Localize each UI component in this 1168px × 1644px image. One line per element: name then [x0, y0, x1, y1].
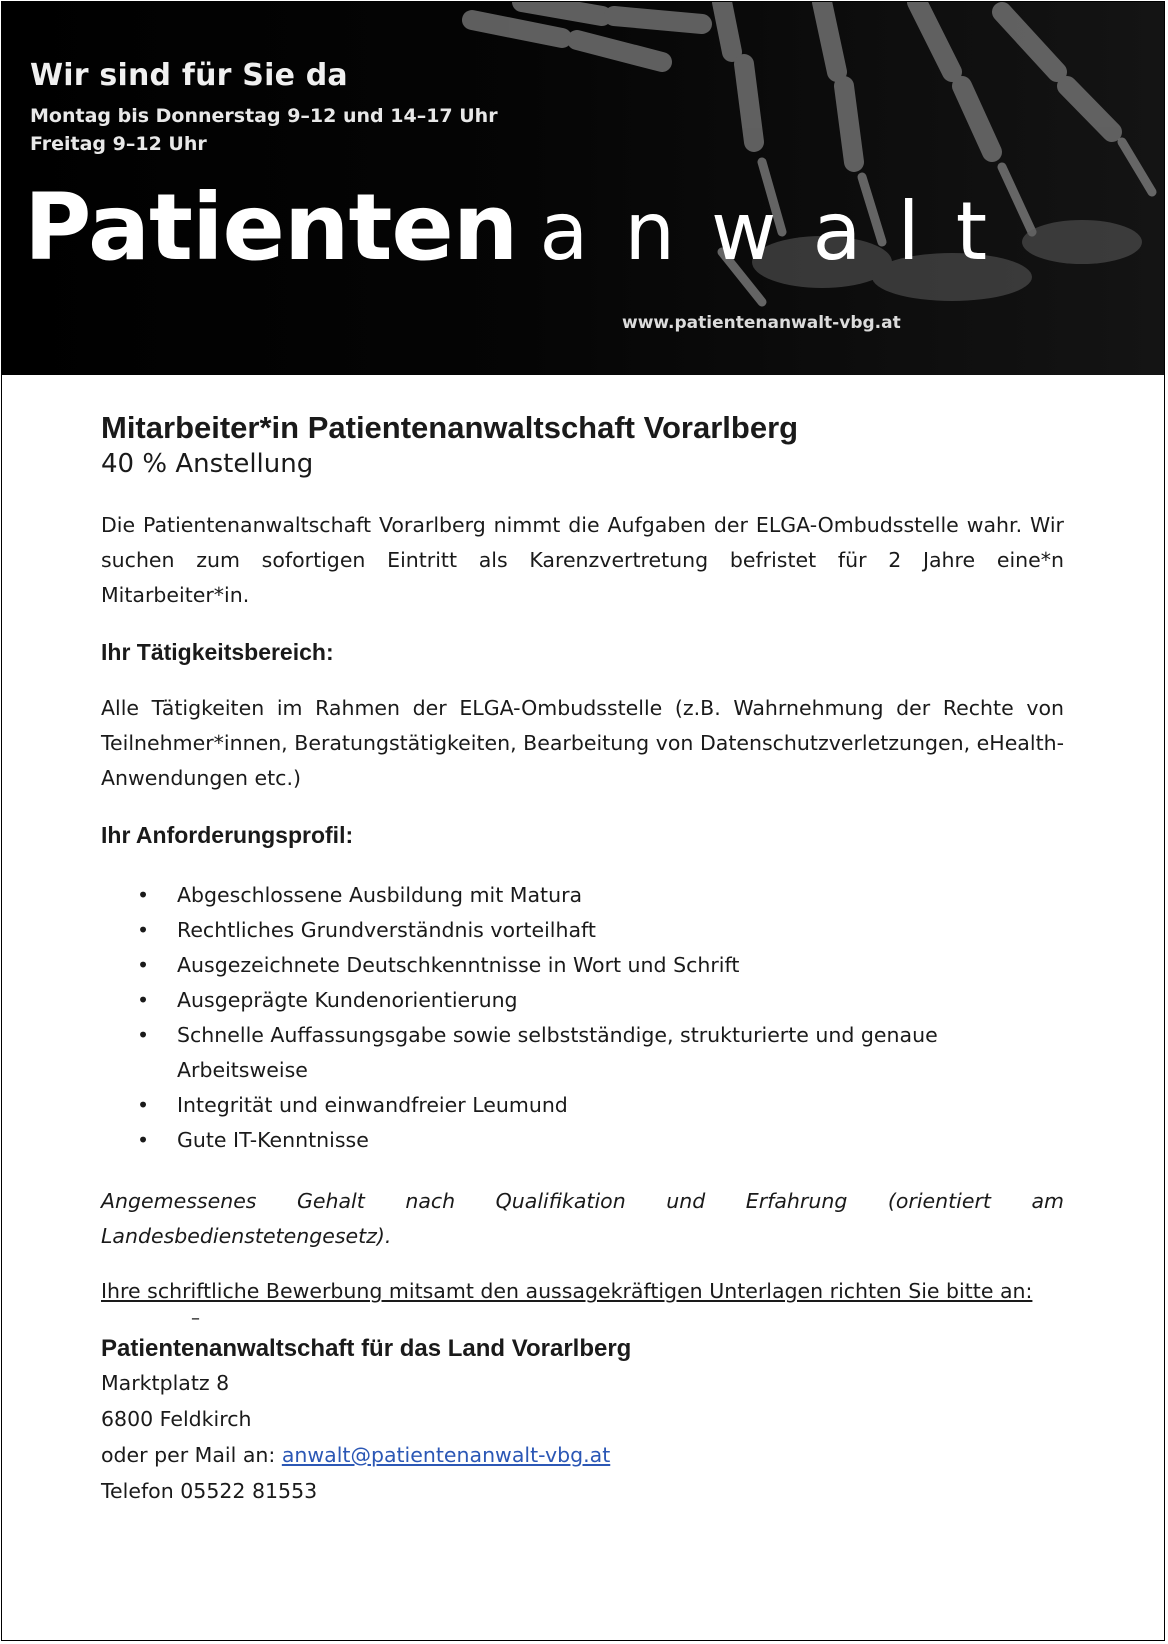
bullet-icon: •: [137, 883, 150, 907]
bullet-icon: •: [137, 1128, 150, 1152]
list-item: [101, 1018, 1064, 1088]
address-city: 6800 Feldkirch: [101, 1407, 252, 1431]
brand-logo-text: [24, 174, 1024, 281]
opening-hours-title: Wir sind für Sie da: [30, 58, 348, 93]
list-item: [101, 1123, 1064, 1158]
phone-number: Telefon 05522 81553: [101, 1479, 318, 1503]
salary-note: Angemessenes Gehalt nach Qualifikation und Erfahrung (orientiert am Landesbedienstetengesetz).: [101, 1189, 1064, 1248]
header-banner: [2, 2, 1164, 375]
tasks-heading: Ihr Tätigkeitsbereich:: [101, 639, 334, 665]
bullet-icon: •: [137, 1023, 150, 1047]
separator-dash: –: [191, 1308, 200, 1329]
employment-percentage: 40 % Anstellung: [101, 449, 314, 479]
email-line: [101, 1437, 1064, 1473]
list-item-text: Abgeschlossene Ausbildung mit Matura: [177, 883, 583, 907]
tasks-paragraph: Alle Tätigkeiten im Rahmen der ELGA-Ombudsstelle (z.B. Wahrnehmung der Rechte von Teilnehmer*innen, Beratungstätigkeiten, Bearbeitung von Datenschutzverletzungen, eHealth-Anwendungen etc.): [101, 696, 1064, 790]
opening-hours-friday: Freitag 9–12 Uhr: [30, 133, 207, 155]
list-item: [101, 878, 1064, 913]
brand-light-word: anwalt: [539, 185, 1024, 278]
job-posting-page: [1, 1, 1165, 1641]
email-link[interactable]: anwalt@patientenanwalt-vbg.at: [281, 1443, 611, 1467]
posting-content: [101, 410, 1064, 1509]
list-item-text: Schnelle Auffassungsgabe sowie selbstständige, strukturierte und genaue Arbeitsweise: [177, 1023, 938, 1082]
opening-hours-weekdays: Montag bis Donnerstag 9–12 und 14–17 Uhr: [30, 105, 498, 127]
bullet-icon: •: [137, 1093, 150, 1117]
list-item: [101, 913, 1064, 948]
address-street: Marktplatz 8: [101, 1371, 230, 1395]
list-item-text: Ausgezeichnete Deutschkenntnisse in Wort und Schrift: [177, 953, 740, 977]
requirements-list: [101, 878, 1064, 1158]
list-item-text: Gute IT-Kenntnisse: [177, 1128, 369, 1152]
organization-name: Patientenanwaltschaft für das Land Vorarlberg: [101, 1335, 632, 1362]
list-item-text: Integrität und einwandfreier Leumund: [177, 1093, 568, 1117]
application-instruction: Ihre schriftliche Bewerbung mitsamt den aussagekräftigen Unterlagen richten Sie bitte an:: [101, 1279, 1033, 1303]
job-title: Mitarbeiter*in Patientenanwaltschaft Vorarlberg: [101, 410, 799, 445]
banner-website: www.patientenanwalt-vbg.at: [622, 313, 901, 333]
list-item: [101, 983, 1064, 1018]
list-item: [101, 1088, 1064, 1123]
list-item: [101, 948, 1064, 983]
bullet-icon: •: [137, 988, 150, 1012]
bullet-icon: •: [137, 953, 150, 977]
profile-heading: Ihr Anforderungsprofil:: [101, 822, 354, 848]
bullet-icon: •: [137, 918, 150, 942]
list-item-text: Ausgeprägte Kundenorientierung: [177, 988, 518, 1012]
intro-paragraph: Die Patientenanwaltschaft Vorarlberg nimmt die Aufgaben der ELGA-Ombudsstelle wahr. Wir suchen zum sofortigen Eintritt als Karenzvertretung befristet für 2 Jahre eine*n Mitarbeiter*in.: [101, 513, 1064, 607]
email-prefix: oder per Mail an:: [101, 1443, 282, 1467]
brand-bold-word: Patienten: [24, 174, 518, 281]
list-item-text: Rechtliches Grundverständnis vorteilhaft: [177, 918, 596, 942]
